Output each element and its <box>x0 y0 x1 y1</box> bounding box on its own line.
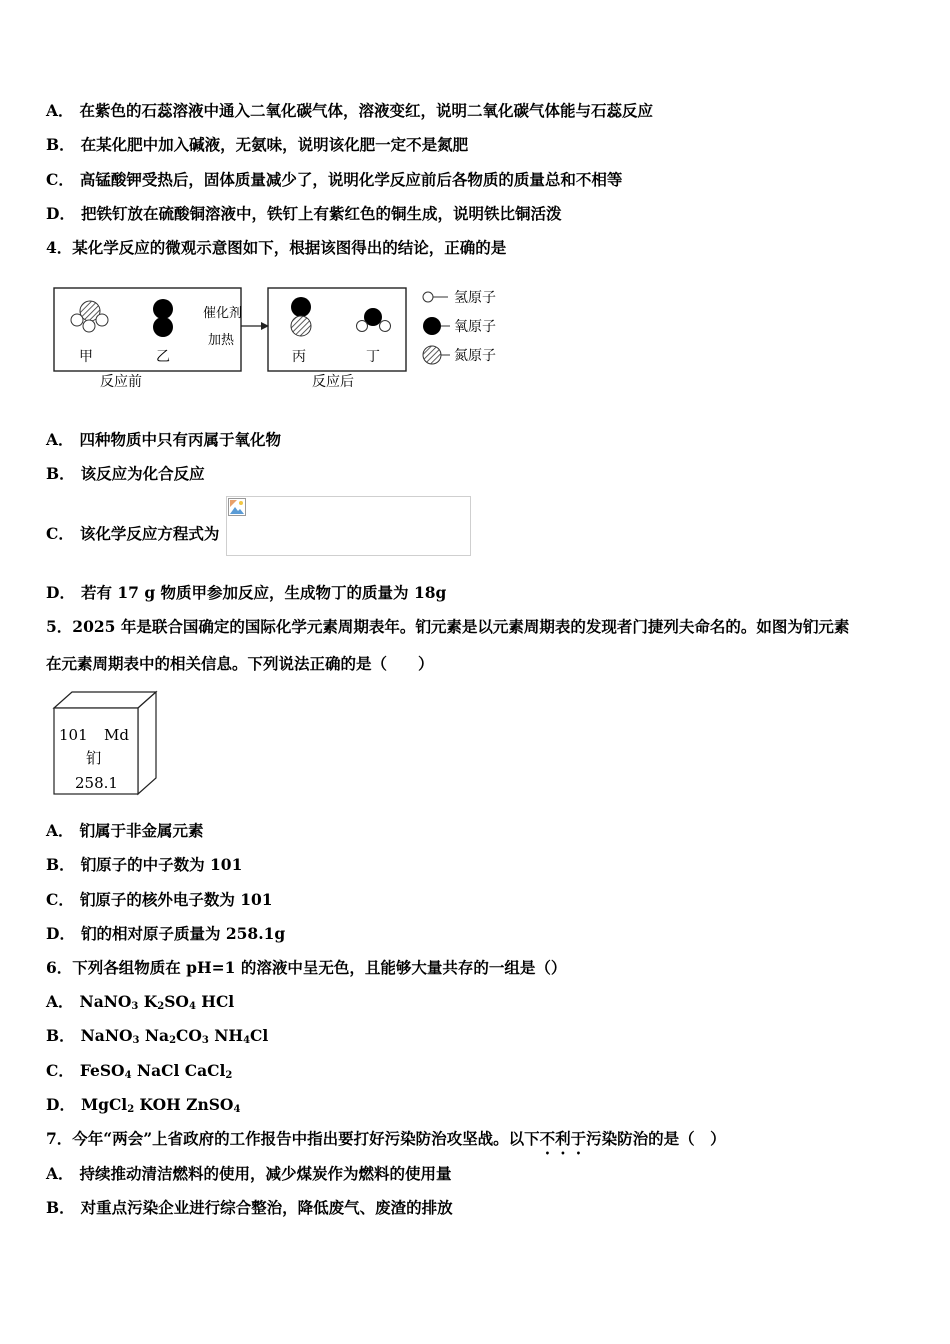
q5-option-d: D． 钔的相对原子质量为 258.1g <box>46 924 286 943</box>
q6-option-a: A． NaNO$_3$ $K_2SO_4$ HCl <box>46 992 235 1012</box>
q5-option-c: C． 钔原子的核外电子数为 101 <box>46 890 273 909</box>
label-catalyst: 催化剂 <box>203 306 243 321</box>
molecule-bing <box>291 297 311 336</box>
element-mass: 258.1 <box>75 774 118 792</box>
molecule-ding <box>357 308 391 332</box>
label-after: 反应后 <box>312 374 354 390</box>
reaction-diagram <box>48 282 518 394</box>
legend-hydrogen: 氢原子 <box>454 290 496 306</box>
label-heat: 加热 <box>208 333 235 348</box>
molecule-jia <box>71 301 108 332</box>
label-before: 反应前 <box>100 374 142 390</box>
q4-option-b: B． 该反应为化合反应 <box>46 464 205 483</box>
legend-oxygen: 氧原子 <box>454 319 496 335</box>
q3-option-b: B． 在某化肥中加入碱液，无氨味，说明该化肥一定不是氮肥 <box>46 135 469 154</box>
q4-option-d: D． 若有 17 g 物质甲参加反应，生成物丁的质量为 18g <box>46 583 447 602</box>
label-ding: 丁 <box>366 349 380 365</box>
q7-option-b: B． 对重点污染企业进行综合整治，降低废气、废渣的排放 <box>46 1198 453 1217</box>
q5-stem-line1: 5．2025 年是联合国确定的国际化学元素周期表年。钔元素是以元素周期表的发现者门捷列夫命名的。如图为钔元素 <box>46 617 850 636</box>
label-bing: 丙 <box>292 349 306 365</box>
q3-option-d: D． 把铁钉放在硫酸铜溶液中，铁钉上有紫红色的铜生成，说明铁比铜活泼 <box>46 204 562 223</box>
legend-nitrogen: 氮原子 <box>454 348 496 364</box>
q4-stem: 4．某化学反应的微观示意图如下，根据该图得出的结论，正确的是 <box>46 238 507 257</box>
q7-option-a: A． 持续推动清洁燃料的使用，减少煤炭作为燃料的使用量 <box>46 1164 452 1183</box>
q6-stem: 6．下列各组物质在 pH=1 的溶液中呈无色，且能够大量共存的一组是（） <box>46 958 567 977</box>
emphasis-text: 不利于 <box>539 1129 587 1148</box>
q7-stem: 7．今年“两会”上省政府的工作报告中指出要打好污染防治攻坚战。以下不利于污染防治的是（ ） <box>46 1129 726 1148</box>
q4-option-a: A． 四种物质中只有丙属于氧化物 <box>46 430 282 449</box>
q6-option-b: B． NaNO$_3$ $Na_2CO_3$ $NH_4Cl$ <box>46 1026 269 1046</box>
label-jia: 甲 <box>79 349 93 365</box>
q5-stem-line2: 在元素周期表中的相关信息。下列说法正确的是（ ） <box>46 654 434 673</box>
q5-option-a: A． 钔属于非金属元素 <box>46 821 204 840</box>
q4-option-c: C． 该化学反应方程式为 <box>46 524 220 543</box>
broken-image-icon <box>228 498 246 516</box>
legend <box>423 290 496 364</box>
molecule-yi <box>153 299 173 337</box>
q5-option-b: B． 钔原子的中子数为 101 <box>46 855 243 874</box>
equation-image-placeholder <box>226 496 471 556</box>
element-number: 101 <box>59 726 88 744</box>
q6-option-d: D． MgCl$_2$ KOH ZnSO$_4$ <box>46 1095 241 1115</box>
element-card-md <box>50 690 162 800</box>
q6-option-c: C． FeSO$_4$ NaCl CaCl$_2$ <box>46 1061 233 1081</box>
q3-option-c: C． 高锰酸钾受热后，固体质量减少了，说明化学反应前后各物质的质量总和不相等 <box>46 170 623 189</box>
q3-option-a: A． 在紫色的石蕊溶液中通入二氧化碳气体，溶液变红，说明二氧化碳气体能与石蕊反应 <box>46 101 654 120</box>
label-yi: 乙 <box>156 349 170 365</box>
element-symbol: Md <box>104 726 129 744</box>
element-name: 钔 <box>86 749 102 767</box>
